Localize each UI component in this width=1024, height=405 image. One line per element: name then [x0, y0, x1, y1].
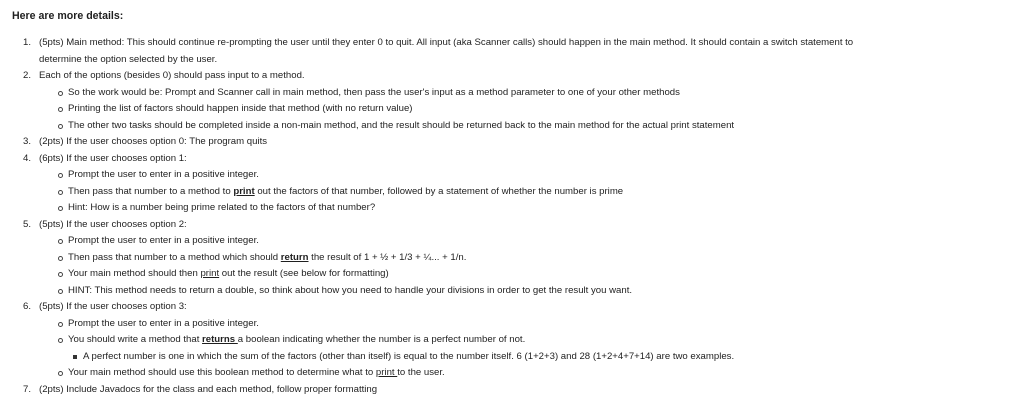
- sub-list: [39, 167, 1024, 217]
- list-item-1: [23, 35, 1024, 68]
- list-item-3: [23, 134, 1024, 151]
- item-text-line2: determine the option selected by the user.: [39, 53, 218, 65]
- subsub-item: [83, 349, 1024, 366]
- underline-print: print: [200, 268, 220, 279]
- subsub-list: [68, 349, 1024, 366]
- sub-item-text-post: a boolean indicating whether the number is a perfect number of not.: [237, 334, 526, 345]
- sub-item: [68, 332, 1024, 365]
- circle-bullet-icon: [58, 338, 63, 343]
- list-item-6: [23, 299, 1024, 382]
- circle-bullet-icon: [58, 173, 63, 178]
- subsub-item-text: A perfect number is one in which the sum of the factors (other than itself) is equal to the number itself. 6 (1+2+3) and 28 (1+2+4+7+14) are two examples.: [83, 350, 735, 362]
- item-text: Each of the options (besides 0) should pass input to a method.: [39, 70, 305, 81]
- sub-item: [68, 250, 1024, 267]
- sub-item-text-pre: Your main method should use this boolean method to determine what to: [68, 367, 376, 378]
- item-number: 4.: [23, 152, 32, 164]
- sub-item: [68, 167, 1024, 184]
- list-item-7: [23, 382, 1024, 399]
- sub-item-text-pre: Then pass that number to a method which should: [68, 251, 281, 263]
- sub-item-text: The other two tasks should be completed inside a non-main method, and the result should be returned back to the main method for the actual print statement: [68, 119, 735, 131]
- sub-item-text: Prompt the user to enter in a positive integer.: [68, 235, 259, 246]
- circle-bullet-icon: [58, 124, 63, 129]
- sub-item-text: Printing the list of factors should happen inside that method (with no return value): [68, 103, 413, 114]
- item-text: (5pts) If the user chooses option 3:: [39, 301, 187, 312]
- item-number: 1.: [23, 37, 32, 48]
- sub-item-text: Prompt the user to enter in a positive integer.: [68, 169, 259, 180]
- sub-list: [39, 85, 1024, 135]
- sub-list: [39, 233, 1024, 299]
- item-number: 6.: [23, 301, 32, 312]
- circle-bullet-icon: [58, 289, 63, 294]
- sub-item-text-post: the result of 1 + ½ + 1/3 + ¼... + 1/n.: [308, 251, 467, 263]
- sub-item: [68, 184, 1024, 201]
- sub-item: [68, 233, 1024, 250]
- sub-item-text-pre: You should write a method that: [68, 334, 203, 345]
- item-text: (2pts) Include Javadocs for the class and each method, follow proper formatting: [39, 383, 378, 395]
- sub-item-text: Prompt the user to enter in a positive integer.: [68, 317, 259, 329]
- list-item-5: [23, 217, 1024, 300]
- sub-list: [39, 316, 1024, 382]
- emphasis-return: return: [280, 251, 309, 263]
- sub-item: [68, 200, 1024, 217]
- sub-item: [68, 316, 1024, 333]
- item-number: 5.: [23, 218, 32, 230]
- circle-bullet-icon: [58, 107, 63, 112]
- sub-item-text: So the work would be: Prompt and Scanner call in main method, then pass the user's input as a method parameter to one of your other methods: [68, 86, 680, 98]
- underline-print: print: [375, 367, 398, 378]
- item-number: 2.: [23, 70, 32, 81]
- sub-item-text: HINT: This method needs to return a double, so think about how you need to handle your divisions in order to get the result you want.: [68, 284, 633, 296]
- item-text: (5pts) If the user chooses option 2:: [39, 218, 187, 230]
- list-item-4: [23, 151, 1024, 217]
- circle-bullet-icon: [58, 239, 63, 244]
- sub-item: [68, 266, 1024, 283]
- sub-item-text: Hint: How is a number being prime related to the factors of that number?: [68, 202, 376, 213]
- sub-item-text-pre: Then pass that number to a method to: [68, 185, 234, 197]
- sub-item: [68, 365, 1024, 382]
- sub-item: [68, 101, 1024, 118]
- circle-bullet-icon: [58, 91, 63, 96]
- sub-item: [68, 283, 1024, 300]
- section-heading: Here are more details:: [12, 10, 124, 22]
- item-text: (6pts) If the user chooses option 1:: [39, 152, 187, 164]
- list-item-2: [23, 68, 1024, 134]
- emphasis-returns: returns: [202, 334, 238, 345]
- sub-item: [68, 118, 1024, 135]
- sub-item-text-pre: Your main method should then: [68, 268, 201, 279]
- sub-item-text-post: to the user.: [397, 367, 445, 378]
- circle-bullet-icon: [58, 256, 63, 261]
- circle-bullet-icon: [58, 190, 63, 195]
- sub-item-text-post: out the result (see below for formatting): [219, 268, 389, 279]
- item-text: (2pts) If the user chooses option 0: The program quits: [39, 136, 268, 147]
- item-number: 3.: [23, 136, 32, 147]
- sub-item-text-post: out the factors of that number, followed by a statement of whether the number is prime: [254, 185, 624, 197]
- square-bullet-icon: [73, 355, 77, 359]
- circle-bullet-icon: [58, 206, 63, 211]
- item-text-line1: (5pts) Main method: This should continue re-prompting the user until they enter 0 to quit. All input (aka Scanner calls) should happen in the main method. It should contain a switch statement to: [39, 37, 854, 48]
- circle-bullet-icon: [58, 322, 63, 327]
- sub-item: [68, 85, 1024, 102]
- circle-bullet-icon: [58, 272, 63, 277]
- requirements-list: [12, 35, 1024, 398]
- item-number: 7.: [23, 383, 32, 395]
- circle-bullet-icon: [58, 371, 63, 376]
- emphasis-print: print: [233, 185, 255, 197]
